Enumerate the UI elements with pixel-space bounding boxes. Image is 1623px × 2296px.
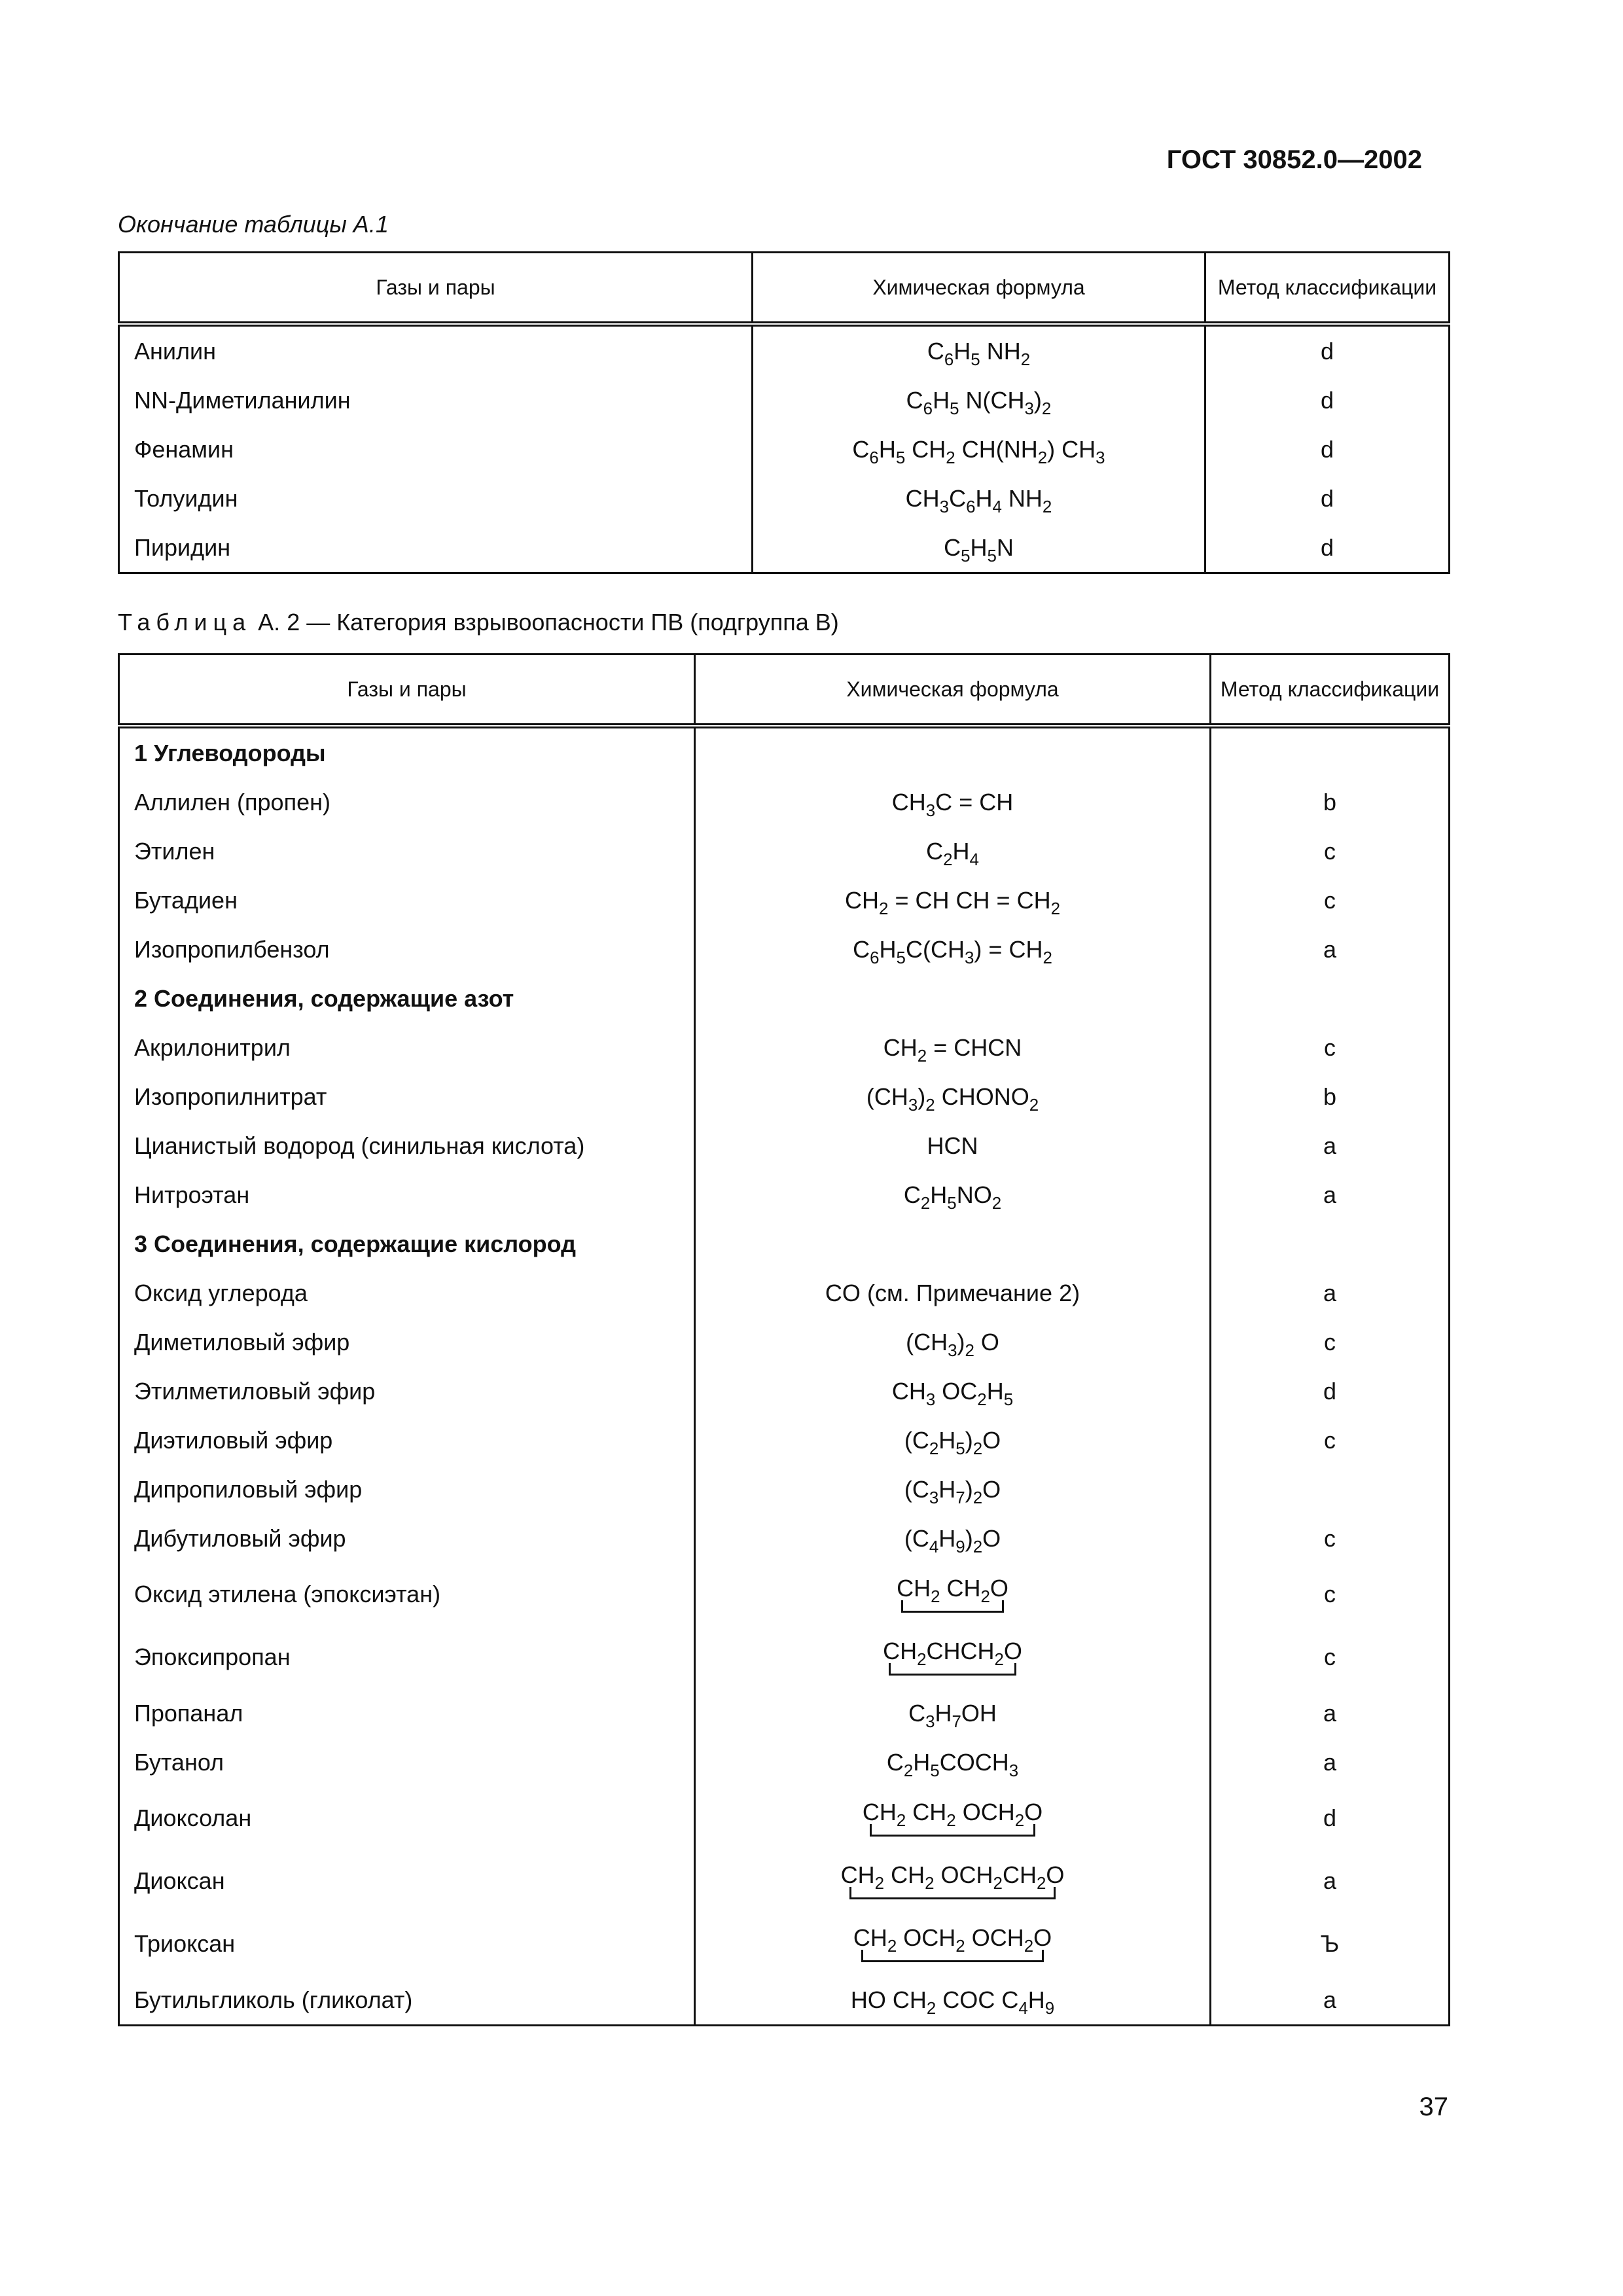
table-row — [119, 324, 1450, 376]
method-cell — [1211, 1465, 1450, 1514]
formula-text: $C_6H_5C(CH_3) = CH_2$ — [853, 935, 1052, 967]
table-row — [119, 523, 1450, 573]
table-row — [119, 1689, 1450, 1738]
gas-name-cell: Пропанал — [119, 1689, 695, 1738]
table-continuation-caption: Окончание таблицы А.1 — [118, 211, 389, 238]
formula-cell — [695, 1738, 1211, 1787]
gas-name-cell: Изопропилнитрат — [119, 1072, 695, 1121]
gas-name-cell: Аллилен (пропен) — [119, 778, 695, 827]
method-cell: Ъ — [1211, 1912, 1450, 1975]
formula-cell — [695, 1072, 1211, 1121]
formula-cell — [695, 1416, 1211, 1465]
section-row — [119, 974, 1450, 1023]
formula-text: $(C_2H_5)_2O$ — [904, 1426, 1001, 1458]
table-row — [119, 425, 1450, 474]
formula-cell — [695, 1689, 1211, 1738]
section-heading: 2 Соединения, содержащие азот — [119, 974, 695, 1023]
gas-name-cell: Диэтиловый эфир — [119, 1416, 695, 1465]
method-cell: a — [1211, 1268, 1450, 1318]
formula-text: HO $CH_2$ COC $C_4H_9$ — [850, 1986, 1055, 2018]
gas-name-cell: Анилин — [119, 324, 753, 376]
formula-cell — [695, 1465, 1211, 1514]
formula-cell — [695, 925, 1211, 974]
table-row — [119, 1465, 1450, 1514]
table-row — [119, 1787, 1450, 1850]
formula-text: $CH_3C$ = CH — [891, 788, 1014, 820]
gas-name-cell: Триоксан — [119, 1912, 695, 1975]
cyclic-formula: $CH_2$ $CH_2$ $OCH_2CH_2O$ — [841, 1861, 1065, 1901]
method-cell — [1211, 974, 1450, 1023]
gas-name-cell: Цианистый водород (синильная кислота) — [119, 1121, 695, 1170]
formula-text: $(C_4H_9)_2O$ — [904, 1524, 1001, 1556]
gas-name-cell: Оксид углерода — [119, 1268, 695, 1318]
gas-name-cell: Дипропиловый эфир — [119, 1465, 695, 1514]
table-row — [119, 1514, 1450, 1563]
formula-text: CO (см. Примечание 2) — [825, 1279, 1080, 1306]
method-cell: d — [1211, 1787, 1450, 1850]
table-row — [119, 1318, 1450, 1367]
table-row — [119, 1563, 1450, 1626]
table-row — [119, 1023, 1450, 1072]
formula-cell — [695, 726, 1211, 778]
gas-name-cell: Бутильгликоль (гликолат) — [119, 1975, 695, 2026]
method-cell: d — [1205, 474, 1450, 523]
method-cell: a — [1211, 1738, 1450, 1787]
column-header-gases: Газы и пары — [119, 655, 695, 726]
gas-name-cell: Изопропилбензол — [119, 925, 695, 974]
table-row — [119, 827, 1450, 876]
method-cell: a — [1211, 1689, 1450, 1738]
formula-cell — [695, 1219, 1211, 1268]
method-cell: a — [1211, 1170, 1450, 1219]
method-cell: c — [1211, 1023, 1450, 1072]
gas-name-cell: Диметиловый эфир — [119, 1318, 695, 1367]
method-cell: c — [1211, 1514, 1450, 1563]
cyclic-formula: $CH_2$ $CH_2O$ — [897, 1575, 1008, 1614]
formula-text: $C_2H_4$ — [926, 837, 979, 869]
table-row — [119, 925, 1450, 974]
formula-cell — [695, 1121, 1211, 1170]
section-row — [119, 726, 1450, 778]
column-header-method: Метод классификации — [1211, 655, 1450, 726]
formula-cell — [753, 324, 1205, 376]
formula-text: $CH_2$ = CH CH = $CH_2$ — [845, 886, 1060, 918]
table-row — [119, 778, 1450, 827]
table-caption-text: А. 2 — Категория взрывоопасности ПВ (подгруппа В) — [258, 609, 839, 636]
gas-name-cell: Бутанол — [119, 1738, 695, 1787]
cyclic-formula: $CH_2$ $CH_2$ $OCH_2O$ — [863, 1799, 1043, 1838]
method-cell: d — [1205, 523, 1450, 573]
section-heading: 3 Соединения, содержащие кислород — [119, 1219, 695, 1268]
method-cell — [1211, 726, 1450, 778]
method-cell: b — [1211, 1072, 1450, 1121]
method-cell: c — [1211, 1416, 1450, 1465]
column-header-gases: Газы и пары — [119, 253, 753, 325]
gas-name-cell: Эпоксипропан — [119, 1626, 695, 1689]
method-cell: a — [1211, 1850, 1450, 1912]
formula-text: $CH_2$ = CHCN — [883, 1033, 1022, 1066]
formula-text: $C_2H_5COCH_3$ — [886, 1748, 1019, 1780]
method-cell — [1211, 1219, 1450, 1268]
formula-cell — [695, 1626, 1211, 1689]
method-cell: c — [1211, 1318, 1450, 1367]
method-cell: d — [1205, 324, 1450, 376]
method-cell: c — [1211, 827, 1450, 876]
formula-text: $(CH_3)_2$ $CHONO_2$ — [866, 1083, 1039, 1115]
gas-name-cell: Акрилонитрил — [119, 1023, 695, 1072]
table-row — [119, 1268, 1450, 1318]
cyclic-formula: $CH_2$ $OCH_2$ $OCH_2O$ — [853, 1924, 1052, 1964]
formula-cell — [695, 1367, 1211, 1416]
table-row — [119, 376, 1450, 425]
document-standard-number: ГОСТ 30852.0—2002 — [1166, 145, 1422, 174]
formula-cell — [695, 974, 1211, 1023]
table-row — [119, 1626, 1450, 1689]
table-row — [119, 474, 1450, 523]
formula-cell — [695, 1170, 1211, 1219]
gas-name-cell: NN-Диметиланилин — [119, 376, 753, 425]
formula-cell — [753, 376, 1205, 425]
formula-cell — [695, 827, 1211, 876]
gas-name-cell: Пиридин — [119, 523, 753, 573]
formula-cell — [753, 474, 1205, 523]
formula-cell — [695, 1787, 1211, 1850]
table-row — [119, 876, 1450, 925]
table-row — [119, 1850, 1450, 1912]
formula-cell — [695, 1912, 1211, 1975]
gas-name-cell: Дибутиловый эфир — [119, 1514, 695, 1563]
formula-cell — [695, 1268, 1211, 1318]
formula-text: $(CH_3)_2$ O — [906, 1328, 999, 1360]
column-header-formula: Химическая формула — [753, 253, 1205, 325]
gas-name-cell: Бутадиен — [119, 876, 695, 925]
formula-cell — [695, 876, 1211, 925]
gas-name-cell: Фенамин — [119, 425, 753, 474]
formula-text: $CH_3C_6H_4$ $NH_2$ — [905, 484, 1052, 516]
formula-text: $C_2H_5NO_2$ — [903, 1181, 1002, 1213]
formula-text: $C_6H_5$ $NH_2$ — [927, 337, 1031, 369]
method-cell: d — [1205, 376, 1450, 425]
formula-text: HCN — [927, 1132, 978, 1159]
cyclic-formula: $CH_2CHCH_2O$ — [883, 1638, 1022, 1677]
table-row — [119, 1975, 1450, 2026]
page-number: 37 — [1419, 2092, 1448, 2121]
formula-cell — [695, 1514, 1211, 1563]
column-header-formula: Химическая формула — [695, 655, 1211, 726]
method-cell: a — [1211, 925, 1450, 974]
table-row — [119, 1072, 1450, 1121]
formula-text: $C_3H_7OH$ — [908, 1699, 997, 1731]
method-cell: a — [1211, 1121, 1450, 1170]
table-row — [119, 1121, 1450, 1170]
method-cell: d — [1211, 1367, 1450, 1416]
formula-cell — [695, 1023, 1211, 1072]
table-header-row — [119, 253, 1450, 325]
table-row — [119, 1738, 1450, 1787]
section-heading: 1 Углеводороды — [119, 726, 695, 778]
section-row — [119, 1219, 1450, 1268]
gas-name-cell: Диоксан — [119, 1850, 695, 1912]
gas-name-cell: Оксид этилена (эпоксиэтан) — [119, 1563, 695, 1626]
formula-text: $C_5H_5N$ — [944, 533, 1014, 565]
gas-name-cell: Этилметиловый эфир — [119, 1367, 695, 1416]
table-a2-caption — [118, 609, 839, 636]
gases-table-a2 — [118, 653, 1450, 2026]
formula-text: $C_6H_5$ $N(CH_3)_2$ — [906, 386, 1052, 418]
gas-name-cell: Нитроэтан — [119, 1170, 695, 1219]
formula-cell — [695, 1850, 1211, 1912]
method-cell: d — [1205, 425, 1450, 474]
table-row — [119, 1170, 1450, 1219]
formula-cell — [753, 425, 1205, 474]
method-cell: c — [1211, 876, 1450, 925]
method-cell: b — [1211, 778, 1450, 827]
table-caption-label: Таблица — [118, 609, 252, 636]
gases-table-a1 — [118, 251, 1450, 574]
gas-name-cell: Диоксолан — [119, 1787, 695, 1850]
table-row — [119, 1367, 1450, 1416]
method-cell: c — [1211, 1563, 1450, 1626]
formula-cell — [695, 778, 1211, 827]
formula-text: $C_6H_5$ $CH_2$ $CH(NH_2)$ $CH_3$ — [852, 435, 1105, 467]
method-cell: a — [1211, 1975, 1450, 2026]
formula-cell — [695, 1563, 1211, 1626]
formula-text: $CH_3$ $OC_2H_5$ — [891, 1377, 1014, 1409]
table-row — [119, 1416, 1450, 1465]
table-header-row — [119, 655, 1450, 726]
method-cell: c — [1211, 1626, 1450, 1689]
table-row — [119, 1912, 1450, 1975]
formula-cell — [695, 1318, 1211, 1367]
column-header-method: Метод классификации — [1205, 253, 1450, 325]
formula-cell — [753, 523, 1205, 573]
gas-name-cell: Этилен — [119, 827, 695, 876]
formula-cell — [695, 1975, 1211, 2026]
gas-name-cell: Толуидин — [119, 474, 753, 523]
formula-text: $(C_3H_7)_2O$ — [904, 1475, 1001, 1507]
